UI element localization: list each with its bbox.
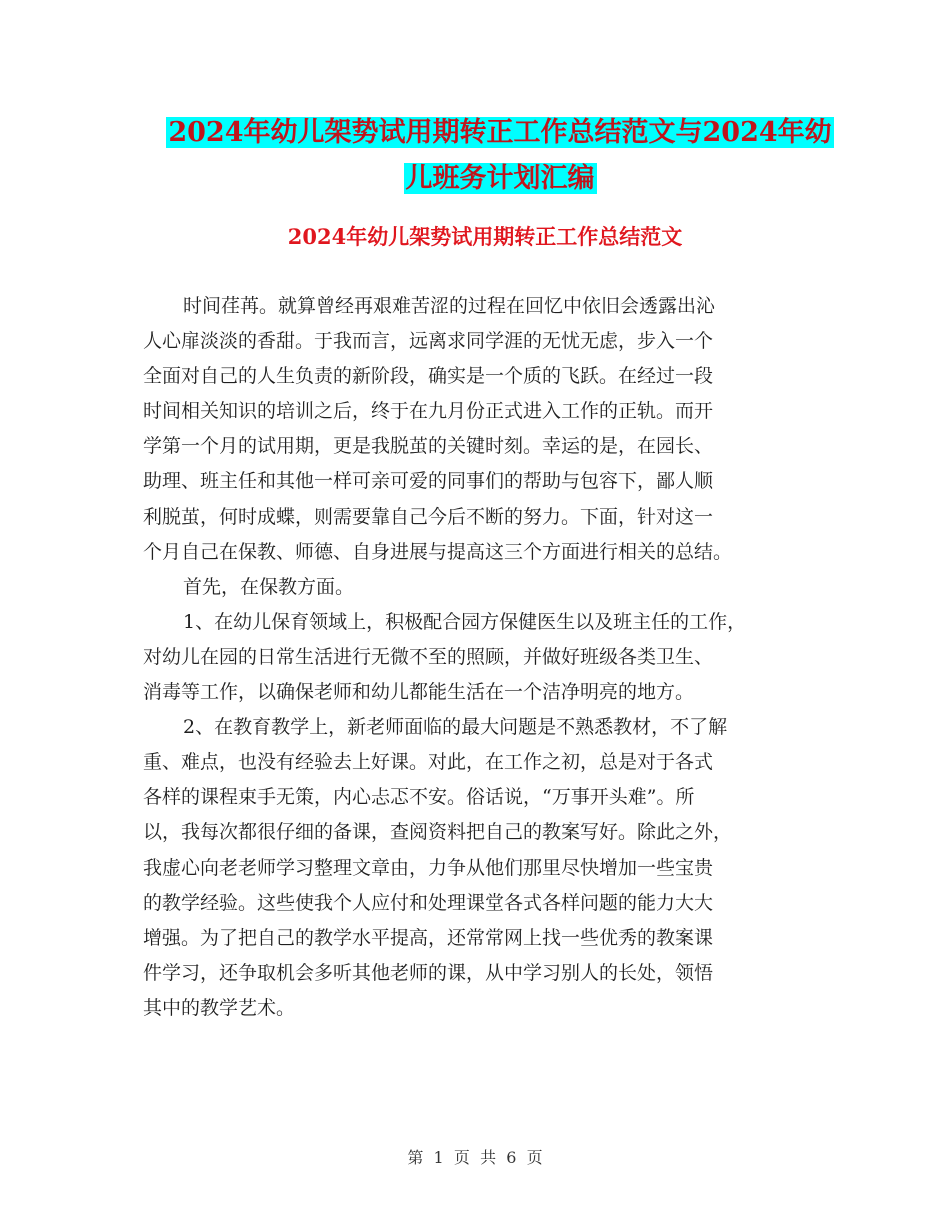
text-line: 我虚心向老老师学习整理文章由，力争从他们那里尽快增加一些宝贵 bbox=[143, 856, 714, 879]
title-line-2: 儿班务计划汇编 bbox=[405, 163, 595, 194]
page-footer: 第 1 页 共 6 页 bbox=[407, 1148, 543, 1167]
title-line-1: 2024年幼儿架势试用期转正工作总结范文与2024年幼 bbox=[168, 117, 832, 148]
text-line: 时间相关知识的培训之后，终于在九月份正式进入工作的正轨。而开 bbox=[143, 400, 714, 423]
text-line: 首先，在保教方面。 bbox=[183, 575, 355, 598]
text-line: 1、在幼儿保育领域上，积极配合园方保健医生以及班主任的工作， bbox=[183, 610, 747, 633]
text-line: 对幼儿在园的日常生活进行无微不至的照顾，并做好班级各类卫生、 bbox=[143, 645, 714, 668]
text-line: 以，我每次都很仔细的备课，查阅资料把自己的教案写好。除此之外， bbox=[143, 821, 733, 844]
section-title: 2024年幼儿架势试用期转正工作总结范文 bbox=[287, 224, 683, 249]
text-line: 全面对自己的人生负责的新阶段，确实是一个质的飞跃。在经过一段 bbox=[143, 365, 714, 388]
text-line: 2、在教育教学上，新老师面临的最大问题是不熟悉教材，不了解 bbox=[183, 716, 728, 739]
text-line: 学第一个月的试用期，更是我脱茧的关键时刻。幸运的是，在园长、 bbox=[143, 435, 714, 458]
text-line: 个月自己在保教、师德、自身进展与提高这三个方面进行相关的总结。 bbox=[143, 540, 733, 563]
text-line: 增强。为了把自己的教学水平提高，还常常网上找一些优秀的教案课 bbox=[143, 926, 714, 949]
body-text bbox=[143, 289, 843, 1026]
text-line: 件学习，还争取机会多听其他老师的课，从中学习别人的长处，领悟 bbox=[143, 961, 714, 984]
text-line: 重、难点，也没有经验去上好课。对此，在工作之初，总是对于各式 bbox=[143, 751, 714, 774]
text-line: 消毒等工作，以确保老师和幼儿都能生活在一个洁净明亮的地方。 bbox=[143, 681, 695, 704]
document-title bbox=[140, 110, 860, 202]
text-line: 的教学经验。这些使我个人应付和处理课堂各式各样问题的能力大大 bbox=[143, 891, 714, 914]
text-line: 各样的课程束手无策，内心忐忑不安。俗话说，“万事开头难”。所 bbox=[143, 786, 695, 809]
text-line: 助理、班主任和其他一样可亲可爱的同事们的帮助与包容下，鄙人顺 bbox=[143, 470, 714, 493]
text-line: 利脱茧，何时成蝶，则需要靠自己今后不断的努力。下面，针对这一 bbox=[143, 505, 714, 528]
text-line: 时间荏苒。就算曾经再艰难苦涩的过程在回忆中依旧会透露出沁 bbox=[183, 295, 716, 317]
text-line: 其中的教学艺术。 bbox=[143, 996, 296, 1019]
text-line: 人心扉淡淡的香甜。于我而言，远离求同学涯的无忧无虑，步入一个 bbox=[143, 330, 714, 353]
